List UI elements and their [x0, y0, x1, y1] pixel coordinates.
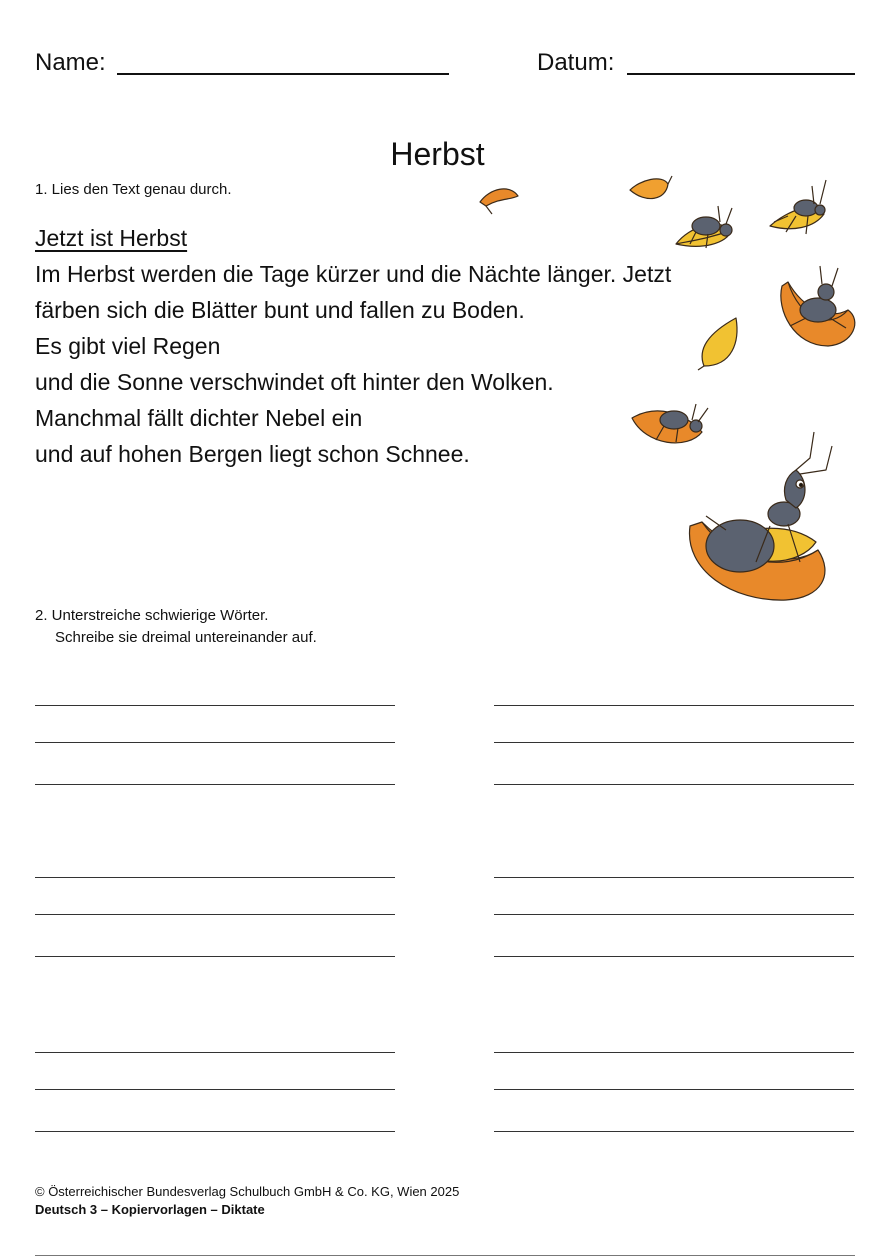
- writing-line[interactable]: [35, 956, 395, 957]
- writing-line[interactable]: [35, 877, 395, 878]
- task-2-line-1: 2. Unterstreiche schwierige Wörter.: [35, 607, 269, 624]
- leaf-icon: [698, 318, 737, 370]
- story-line: Es gibt viel Regen: [35, 333, 221, 359]
- date-field-line[interactable]: [627, 73, 855, 75]
- writing-line[interactable]: [35, 1052, 395, 1053]
- ant-on-leaf-icon: [676, 206, 732, 248]
- story-line: färben sich die Blätter bunt und fallen zu Boden.: [35, 297, 525, 323]
- story-line: Manchmal fällt dichter Nebel ein: [35, 405, 363, 431]
- footer: [35, 1183, 459, 1219]
- writing-line[interactable]: [35, 1089, 395, 1090]
- writing-line[interactable]: [494, 705, 854, 706]
- writing-line[interactable]: [35, 784, 395, 785]
- writing-line[interactable]: [35, 1131, 395, 1132]
- task-2-instruction: [35, 605, 317, 649]
- writing-line[interactable]: [494, 956, 854, 957]
- writing-line[interactable]: [494, 877, 854, 878]
- leaf-icon: [630, 176, 672, 199]
- task-1-instruction: 1. Lies den Text genau durch.: [35, 181, 232, 198]
- series-text: Deutsch 3 – Kopiervorlagen – Diktate: [35, 1202, 265, 1217]
- story-line: und die Sonne verschwindet oft hinter den Wolken.: [35, 369, 554, 395]
- ant-on-leaf-icon: [632, 404, 708, 443]
- name-label: Name:: [35, 49, 106, 76]
- leaf-icon: [480, 189, 518, 214]
- bottom-divider: [35, 1255, 855, 1256]
- writing-line[interactable]: [494, 784, 854, 785]
- writing-line[interactable]: [494, 1131, 854, 1132]
- writing-line[interactable]: [35, 705, 395, 706]
- name-field-line[interactable]: [117, 73, 449, 75]
- writing-line[interactable]: [35, 914, 395, 915]
- writing-line[interactable]: [494, 914, 854, 915]
- falling-leaves-with-ants-illustration: [470, 170, 870, 610]
- story-title: Jetzt ist Herbst: [35, 225, 188, 251]
- writing-line[interactable]: [494, 742, 854, 743]
- writing-line[interactable]: [494, 1089, 854, 1090]
- task-2-line-2: Schreibe sie dreimal untereinander auf.: [55, 629, 317, 646]
- writing-line[interactable]: [35, 742, 395, 743]
- ant-on-leaf-icon: [781, 266, 855, 346]
- ant-on-leaf-icon: [689, 432, 832, 600]
- writing-line[interactable]: [494, 1052, 854, 1053]
- story-line: Im Herbst werden die Tage kürzer und die Nächte länger. Jetzt: [35, 261, 672, 287]
- page-title: Herbst: [390, 136, 485, 172]
- date-label: Datum:: [537, 49, 615, 76]
- story-line: und auf hohen Bergen liegt schon Schnee.: [35, 441, 470, 467]
- copyright-text: © Österreichischer Bundesverlag Schulbuch GmbH & Co. KG, Wien 2025: [35, 1184, 460, 1199]
- ant-on-leaf-icon: [770, 180, 826, 234]
